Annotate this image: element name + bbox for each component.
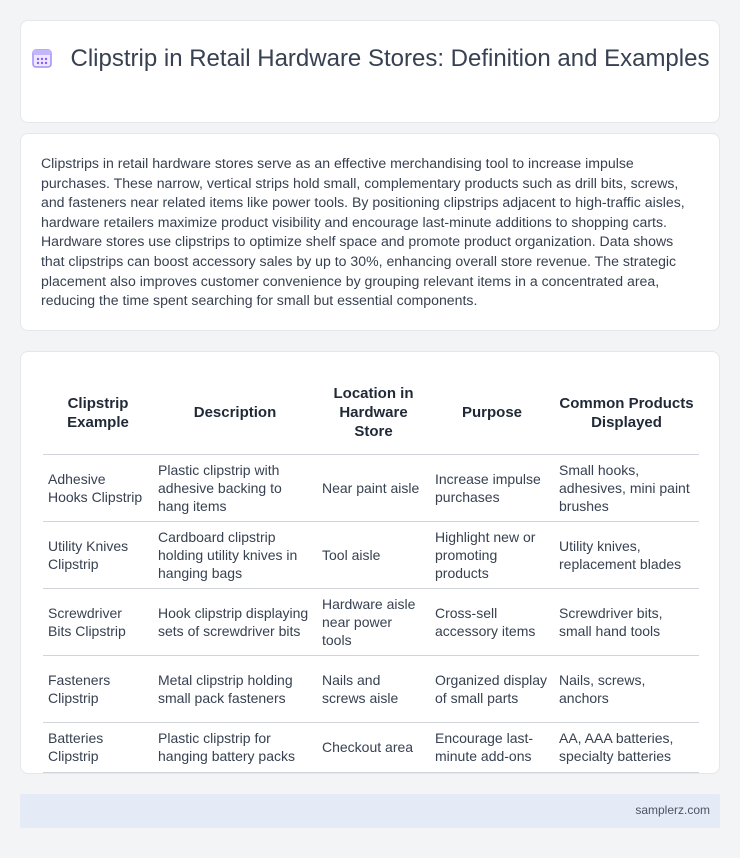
table-cell: Checkout area bbox=[317, 722, 430, 772]
table-cell: Cross-sell accessory items bbox=[430, 588, 554, 655]
table-row bbox=[43, 521, 699, 588]
table-cell: Screwdriver bits, small hand tools bbox=[554, 588, 699, 655]
table-row bbox=[43, 655, 699, 722]
footer-bar bbox=[20, 794, 720, 828]
column-header: Common Products Displayed bbox=[554, 372, 699, 454]
table-cell: Utility knives, replacement blades bbox=[554, 521, 699, 588]
intro-card bbox=[20, 133, 720, 331]
title-card bbox=[20, 20, 720, 123]
intro-paragraph: Clipstrips in retail hardware stores serve as an effective merchandising tool to increase impulse purchases. These narrow, vertical strips hold small, complementary products such as drill bits, screws, and fasteners near related items like power tools. By positioning clipstrips adjacent to high-traffic aisles, hardware retailers maximize product visibility and encourage last-minute additions to shopping carts. Hardware stores use clipstrips to optimize shelf space and promote product organization. Data shows that clipstrips can boost accessory sales by up to 30%, enhancing overall store revenue. The strategic placement also improves customer convenience by grouping relevant items in a concentrated area, reducing the time spent searching for small but essential components. bbox=[41, 155, 685, 309]
table-cell: Metal clipstrip holding small pack fasteners bbox=[153, 655, 317, 722]
table-cell: Screwdriver Bits Clipstrip bbox=[43, 588, 153, 655]
table-cell: Hardware aisle near power tools bbox=[317, 588, 430, 655]
page-title-text: Clipstrip in Retail Hardware Stores: Definition and Examples bbox=[70, 45, 710, 72]
table-cell: Fasteners Clipstrip bbox=[43, 655, 153, 722]
table-cell: Organized display of small parts bbox=[430, 655, 554, 722]
table-cell: Near paint aisle bbox=[317, 454, 430, 521]
table-cell: Utility Knives Clipstrip bbox=[43, 521, 153, 588]
table-header-row bbox=[43, 372, 699, 454]
table-cell: AA, AAA batteries, specialty batteries bbox=[554, 722, 699, 772]
clipstrip-table bbox=[43, 372, 699, 773]
table-row bbox=[43, 454, 699, 521]
table-row bbox=[43, 588, 699, 655]
column-header: Description bbox=[153, 372, 317, 454]
column-header: Clipstrip Example bbox=[43, 372, 153, 454]
table-cell: Small hooks, adhesives, mini paint brushes bbox=[554, 454, 699, 521]
table-cell: Hook clipstrip displaying sets of screwdriver bits bbox=[153, 588, 317, 655]
calendar-icon bbox=[31, 47, 53, 69]
table-cell: Adhesive Hooks Clipstrip bbox=[43, 454, 153, 521]
table-cell: Encourage last-minute add-ons bbox=[430, 722, 554, 772]
table-cell: Cardboard clipstrip holding utility knives in hanging bags bbox=[153, 521, 317, 588]
column-header: Location in Hardware Store bbox=[317, 372, 430, 454]
column-header: Purpose bbox=[430, 372, 554, 454]
footer-site-link[interactable]: samplerz.com bbox=[635, 803, 710, 817]
table-row bbox=[43, 722, 699, 772]
table-cell: Nails and screws aisle bbox=[317, 655, 430, 722]
page-title bbox=[21, 44, 719, 74]
table-cell: Increase impulse purchases bbox=[430, 454, 554, 521]
table-card bbox=[20, 351, 720, 774]
table-cell: Nails, screws, anchors bbox=[554, 655, 699, 722]
table-cell: Tool aisle bbox=[317, 521, 430, 588]
table-cell: Plastic clipstrip with adhesive backing to hang items bbox=[153, 454, 317, 521]
table-cell: Plastic clipstrip for hanging battery packs bbox=[153, 722, 317, 772]
table-cell: Batteries Clipstrip bbox=[43, 722, 153, 772]
table-cell: Highlight new or promoting products bbox=[430, 521, 554, 588]
